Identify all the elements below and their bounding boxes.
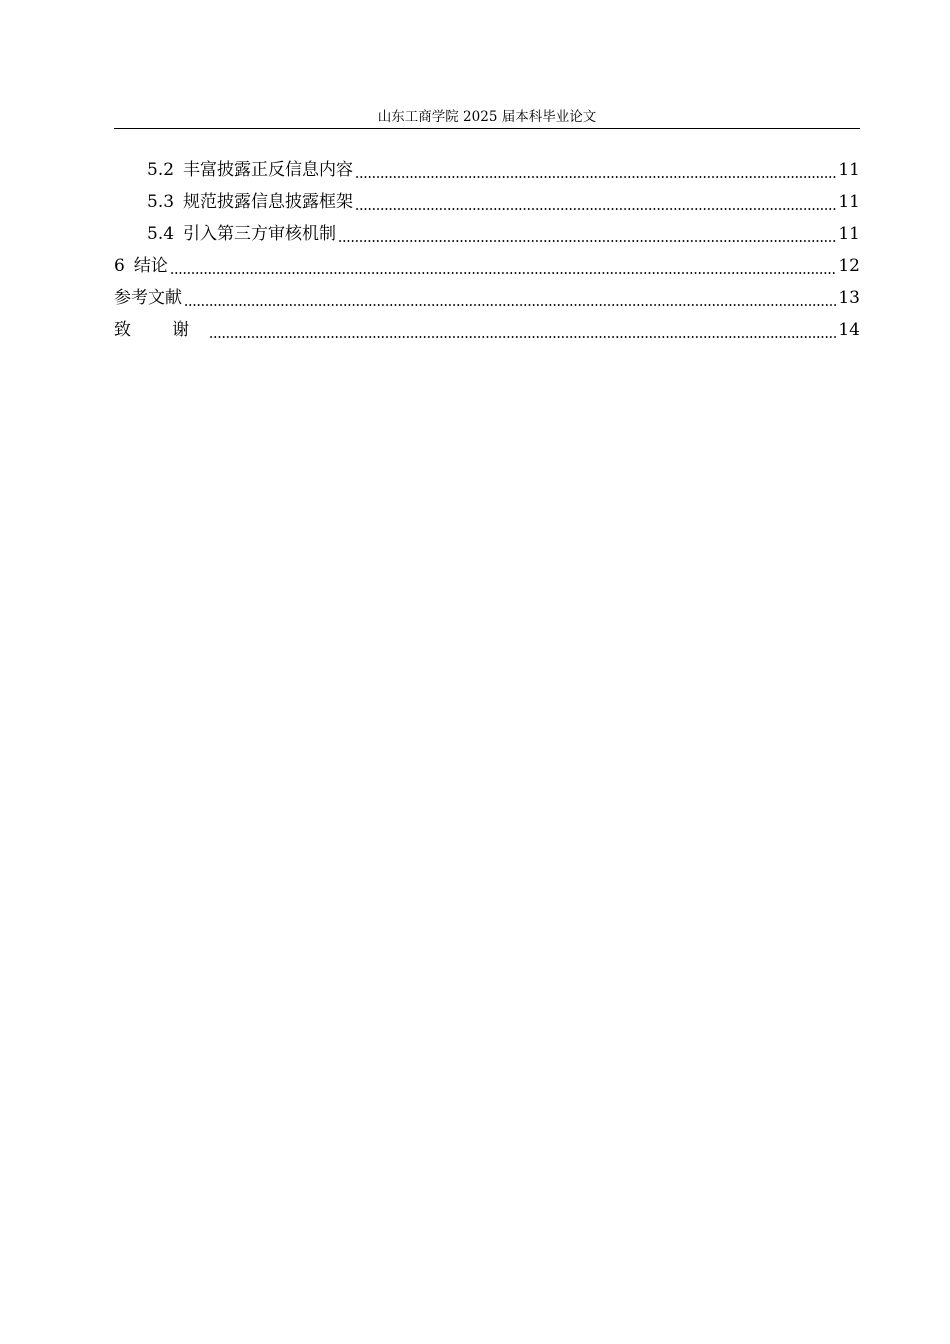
toc-entry-page: 13	[838, 288, 860, 308]
toc-entry-page: 11	[838, 224, 860, 244]
dot-leader	[209, 314, 836, 346]
toc-entry-5-3[interactable]	[114, 186, 860, 218]
toc-entry-page: 12	[838, 256, 860, 276]
toc-entry-number: 5.2	[147, 160, 175, 180]
dot-leader	[355, 154, 836, 186]
dot-leader	[338, 218, 836, 250]
dot-leader	[355, 186, 836, 218]
toc-entry-5-2[interactable]	[114, 154, 860, 186]
toc-entry-title: 丰富披露正反信息内容	[183, 160, 354, 180]
dot-leader	[184, 282, 836, 314]
toc-entry-number: 6	[114, 256, 125, 276]
toc-entry-title: 致 谢	[114, 320, 207, 340]
table-of-contents	[114, 154, 860, 346]
toc-entry-5-4[interactable]	[114, 218, 860, 250]
dot-leader	[170, 250, 837, 282]
toc-entry-acknowledgements[interactable]	[114, 314, 860, 346]
toc-entry-title: 结论	[133, 256, 168, 276]
toc-entry-number: 5.3	[147, 192, 175, 212]
page-header: 山东工商学院 2025 届本科毕业论文	[377, 109, 597, 125]
toc-entry-6[interactable]	[114, 250, 860, 282]
toc-entry-number: 5.4	[147, 224, 175, 244]
toc-entry-title: 引入第三方审核机制	[183, 224, 337, 244]
toc-entry-page: 11	[838, 160, 860, 180]
toc-entry-title: 规范披露信息披露框架	[183, 192, 354, 212]
header-rule	[114, 128, 860, 129]
toc-entry-page: 14	[838, 320, 860, 340]
toc-entry-references[interactable]	[114, 282, 860, 314]
toc-entry-title: 参考文献	[114, 288, 182, 308]
toc-entry-page: 11	[838, 192, 860, 212]
